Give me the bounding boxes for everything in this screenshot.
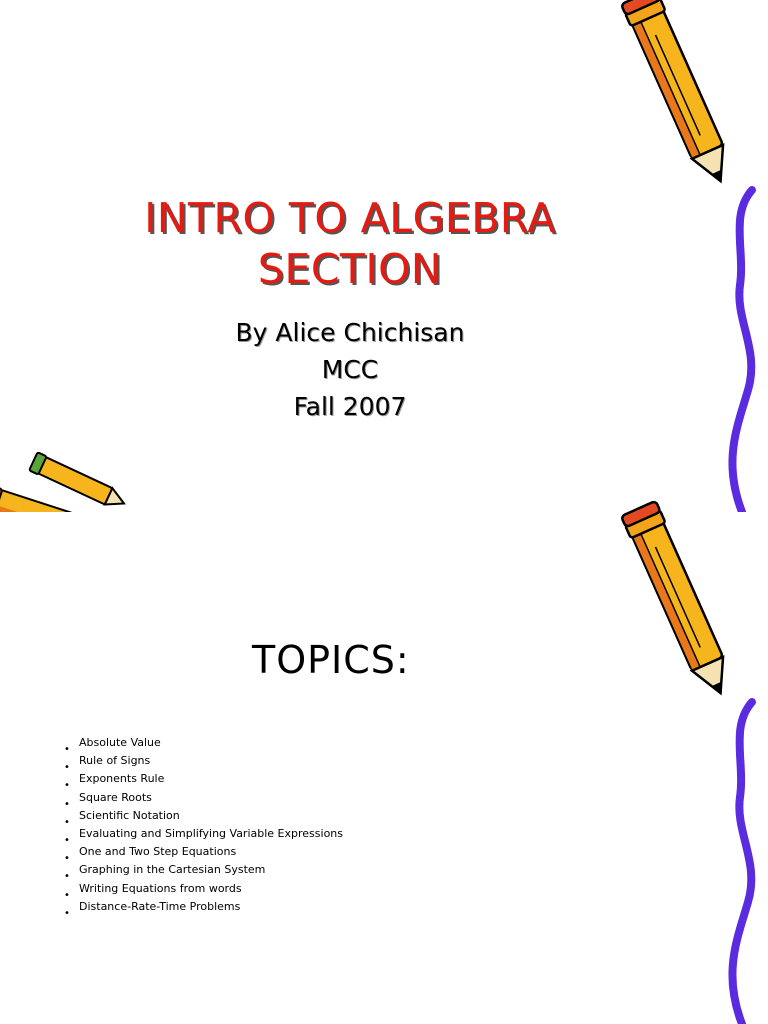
slide-2-title: TOPICS: <box>252 638 410 682</box>
pencil-icon <box>621 501 738 701</box>
title-line: SECTION <box>257 245 443 293</box>
squiggle-line <box>732 702 752 1024</box>
topic-label: Distance-Rate-Time Problems <box>79 899 241 913</box>
bullet-icon: • <box>64 816 70 828</box>
topic-label: Graphing in the Cartesian System <box>79 863 266 877</box>
bullet-icon: • <box>64 853 70 865</box>
list-item <box>64 752 343 774</box>
list-item <box>64 770 343 792</box>
subtitle-line: Fall 2007 <box>293 392 407 421</box>
list-item <box>64 861 343 883</box>
pencil-icon <box>621 0 738 189</box>
squiggle-line <box>732 190 752 512</box>
list-item <box>64 789 343 810</box>
topic-label: Writing Equations from words <box>79 881 242 895</box>
bullet-icon: • <box>64 744 70 755</box>
subtitle-line: By Alice Chichisan <box>235 318 465 347</box>
topic-label: Square Roots <box>79 790 152 804</box>
topic-label: Absolute Value <box>79 736 161 749</box>
list-item <box>64 880 343 901</box>
topic-list <box>64 734 343 919</box>
topic-label: Rule of Signs <box>79 754 151 768</box>
list-item <box>64 843 343 865</box>
topic-label: Evaluating and Simplifying Variable Expressions <box>79 827 343 841</box>
slide-2 <box>0 512 768 1024</box>
bullet-icon: • <box>64 780 70 792</box>
topic-label: One and Two Step Equations <box>79 845 237 859</box>
bullet-icon: • <box>64 907 70 919</box>
subtitle-line: MCC <box>321 355 379 384</box>
bullet-icon: • <box>64 798 70 810</box>
list-item <box>64 807 343 828</box>
list-item <box>64 898 343 919</box>
title-line: INTRO TO ALGEBRA <box>144 194 556 242</box>
bullet-icon: • <box>64 889 70 901</box>
topic-label: Scientific Notation <box>79 808 180 822</box>
topic-label: Exponents Rule <box>79 772 165 786</box>
list-item <box>64 734 343 755</box>
list-item <box>64 825 343 847</box>
slide-1-title <box>60 193 640 295</box>
bullet-icon: • <box>64 871 70 883</box>
bullet-icon: • <box>64 835 70 847</box>
bullet-icon: • <box>64 762 70 774</box>
slide-1-subtitle <box>60 314 640 425</box>
